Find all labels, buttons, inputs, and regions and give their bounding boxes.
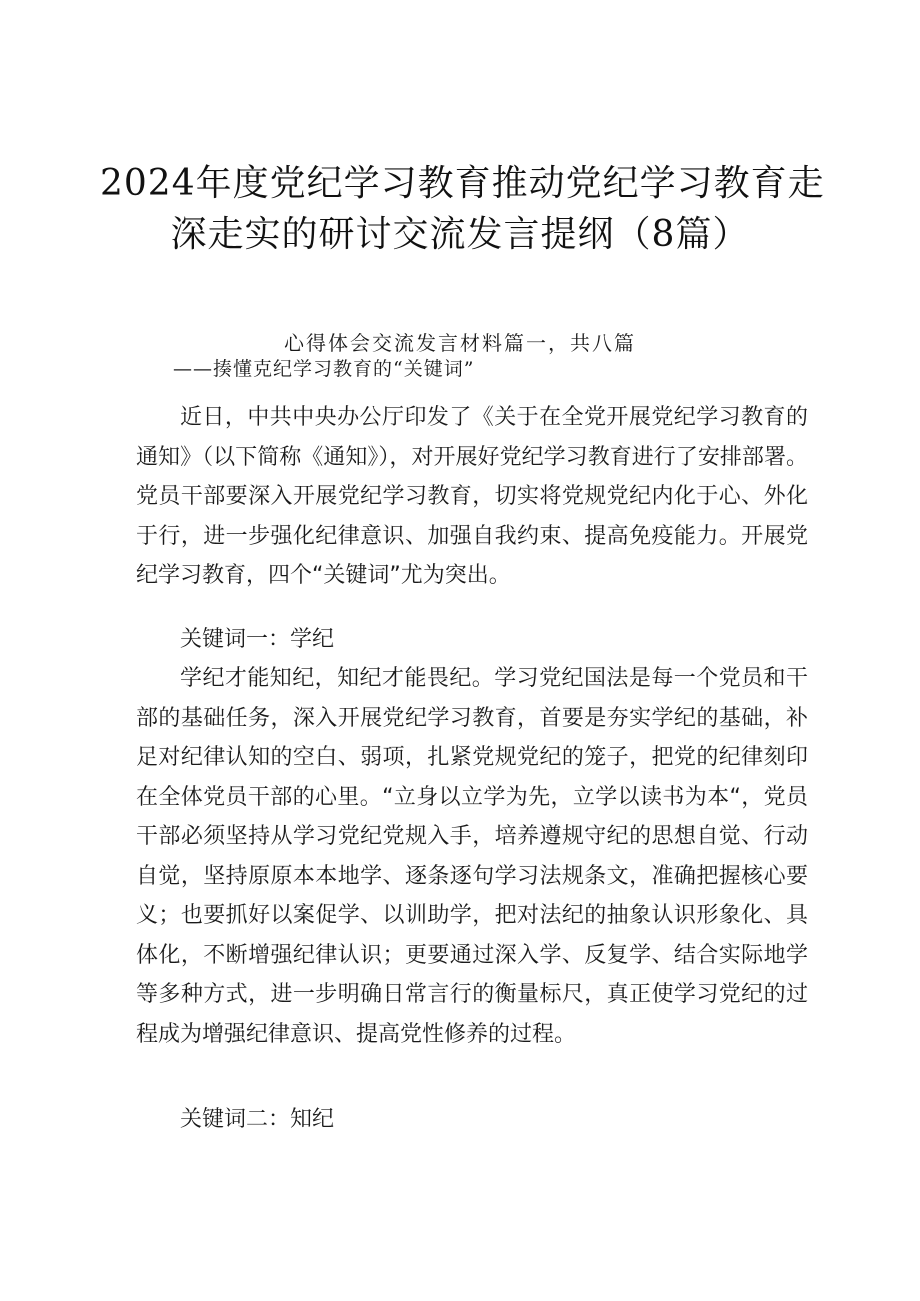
keyword-heading-2: 关键词二：知纪 [180,1107,335,1132]
section-tagline: ——揍懂克纪学习教育的“关键词” [173,358,475,380]
document-title-line-2: 深走实的研讨交流发言提纲（8篇） [170,214,750,255]
keyword-heading-1: 关键词一：学纪 [180,627,335,652]
document-title-line-1: 2024年度党纪学习教育推动党纪学习教育走 [100,163,825,204]
section-subheading: 心得体会交流发言材料篇一，共八篇 [284,331,636,355]
paragraph-intro: 近日，中共中央办公厅印发了《关于在全党开展党纪学习教育的通知》（以下简称《通知》），对开展好党纪学习教育进行了安排部署。党员干部要深入开展党纪学习教育，切实将党规党纪内化于心、外化于行，进一步强化纪律意识、加强自我约束、提高免疫能力。开展党纪学习教育，四个“关键词”尤为突出。 [136,405,808,588]
paragraph-keyword-1: 学纪才能知纪，知纪才能畏纪。学习党纪国法是每一个党员和干部的基础任务，深入开展党纪学习教育，首要是夯实学纪的基础，补足对纪律认知的空白、弱项，扎紧党规党纪的笼子，把党的纪律刻印在全体党员干部的心里。“立身以立学为先，立学以读书为本“，党员干部必须坚持从学习党纪党规入手，培养遵规守纪的思想自觉、行动自觉，坚持原原本本地学、逐条逐句学习法规条文，准确把握核心要义；也要抓好以案促学、以训助学，把对法纪的抽象认识形象化、具体化，不断增强纪律认识；更要通过深入学、反复学、结合实际地学等多种方式，进一步明确日常言行的衡量标尺，真正使学习党纪的过程成为增强纪律意识、提高党性修养的过程。 [136,666,808,1047]
